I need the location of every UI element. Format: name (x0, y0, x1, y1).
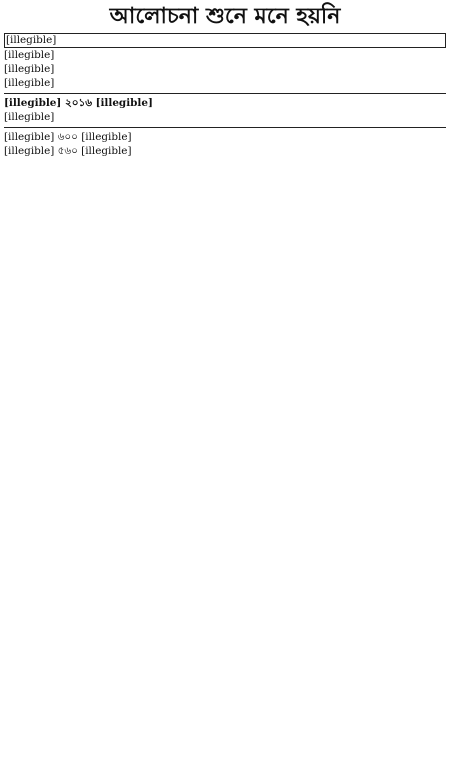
paragraph: [illegible] (4, 48, 55, 61)
paragraph: [illegible] ৬০০ [illegible] (4, 130, 132, 143)
section-divider (4, 127, 446, 128)
paragraph: [illegible] (4, 110, 55, 123)
section-divider (4, 93, 446, 94)
headline: আলোচনা শুনে মনে হয়নি (109, 3, 341, 29)
article-body (4, 33, 446, 158)
paragraph: [illegible] (4, 76, 55, 89)
paragraph: [illegible] ২০১৬ [illegible] (4, 96, 153, 109)
lead-label: [illegible] (4, 33, 446, 48)
paragraph: [illegible] (4, 62, 55, 75)
paragraph: [illegible] ৫৬০ [illegible] (4, 144, 132, 157)
